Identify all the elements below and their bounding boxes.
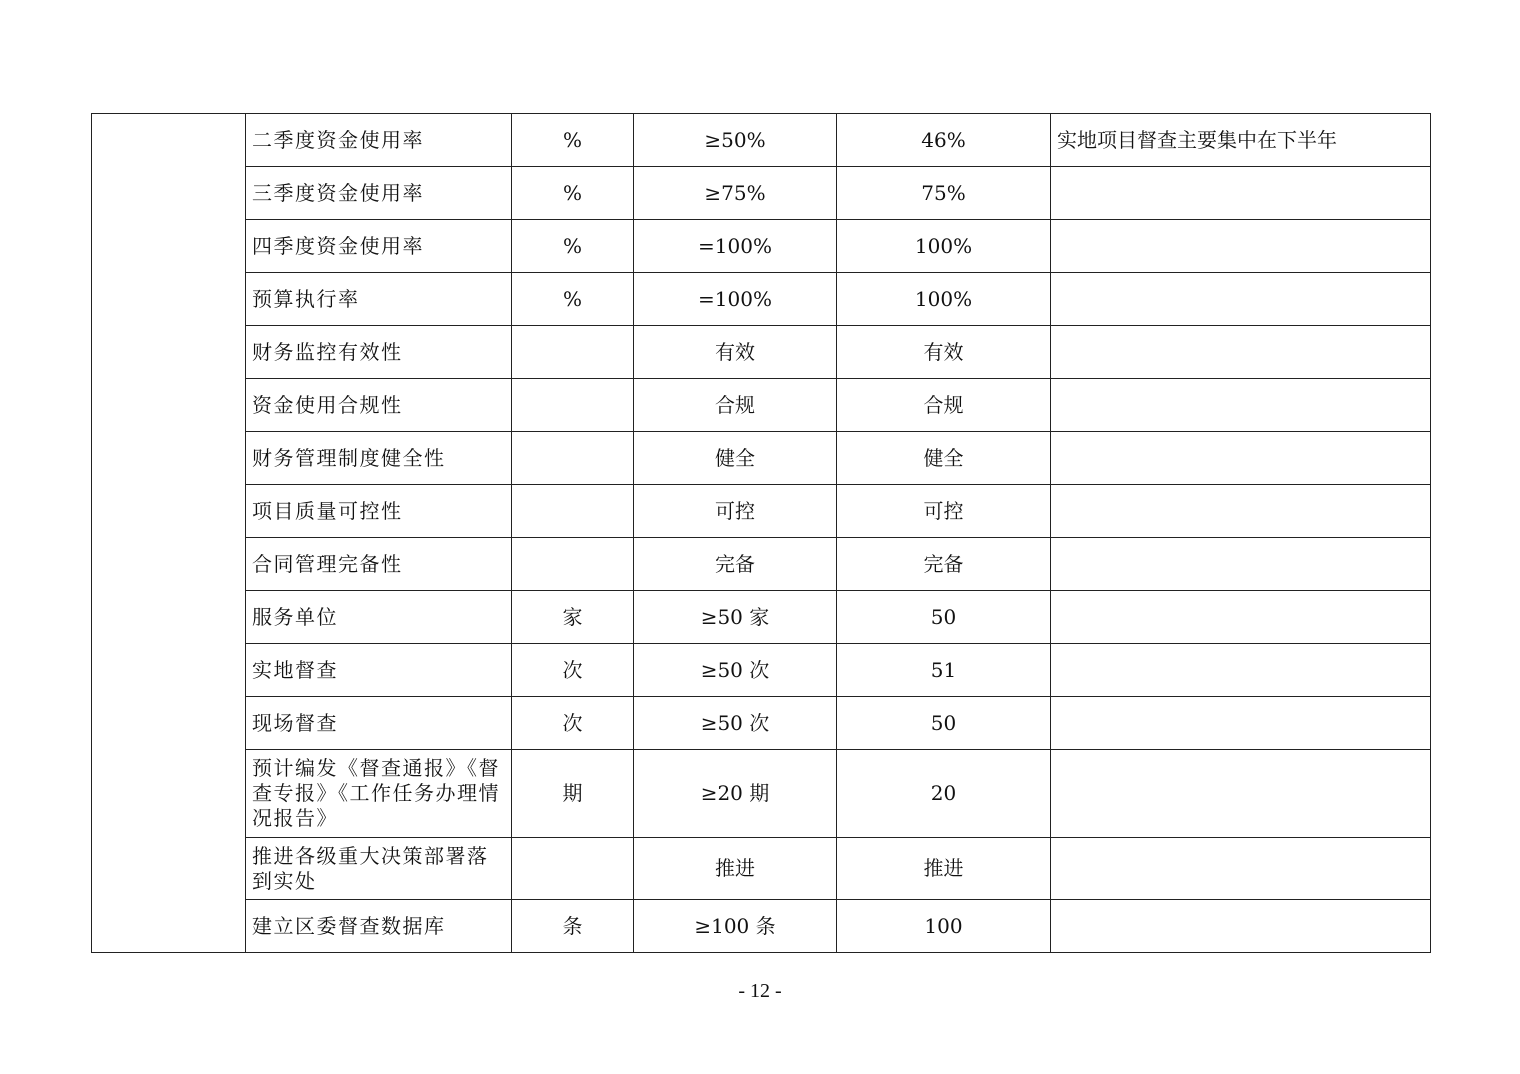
table-row	[92, 273, 1431, 326]
target-cell: 合规	[634, 379, 837, 432]
note-cell	[1051, 838, 1431, 900]
unit-cell: 期	[512, 750, 634, 838]
table-row	[92, 591, 1431, 644]
table-row	[92, 432, 1431, 485]
unit-cell: 次	[512, 644, 634, 697]
actual-cell: 20	[837, 750, 1051, 838]
indicator-table	[91, 113, 1431, 953]
note-cell	[1051, 900, 1431, 953]
note-cell	[1051, 220, 1431, 273]
table-row	[92, 697, 1431, 750]
note-cell	[1051, 379, 1431, 432]
table-row	[92, 538, 1431, 591]
target-cell: ≥50%	[634, 114, 837, 167]
target-cell: 可控	[634, 485, 837, 538]
target-cell: ≥20 期	[634, 750, 837, 838]
unit-cell	[512, 485, 634, 538]
actual-cell: 推进	[837, 838, 1051, 900]
unit-cell: 条	[512, 900, 634, 953]
target-cell: ≥50 次	[634, 697, 837, 750]
unit-cell	[512, 538, 634, 591]
note-cell	[1051, 167, 1431, 220]
note-cell	[1051, 591, 1431, 644]
note-cell	[1051, 644, 1431, 697]
unit-cell: 次	[512, 697, 634, 750]
table-row	[92, 644, 1431, 697]
actual-cell: 健全	[837, 432, 1051, 485]
unit-cell: %	[512, 167, 634, 220]
actual-cell: 100%	[837, 220, 1051, 273]
actual-cell: 完备	[837, 538, 1051, 591]
note-cell	[1051, 432, 1431, 485]
indicator-cell: 二季度资金使用率	[246, 114, 512, 167]
actual-cell: 合规	[837, 379, 1051, 432]
indicator-table-body	[92, 114, 1431, 953]
table-row	[92, 900, 1431, 953]
unit-cell	[512, 379, 634, 432]
table-row	[92, 326, 1431, 379]
indicator-cell: 财务监控有效性	[246, 326, 512, 379]
table-row	[92, 379, 1431, 432]
indicator-cell: 项目质量可控性	[246, 485, 512, 538]
actual-cell: 50	[837, 591, 1051, 644]
indicator-cell: 四季度资金使用率	[246, 220, 512, 273]
target-cell: ≥50 家	[634, 591, 837, 644]
note-cell	[1051, 273, 1431, 326]
category-cell	[92, 114, 246, 953]
target-cell: =100%	[634, 273, 837, 326]
note-cell	[1051, 750, 1431, 838]
note-cell	[1051, 326, 1431, 379]
unit-cell	[512, 838, 634, 900]
table-row	[92, 220, 1431, 273]
target-cell: ≥75%	[634, 167, 837, 220]
unit-cell	[512, 432, 634, 485]
actual-cell: 100%	[837, 273, 1051, 326]
table-row	[92, 750, 1431, 838]
indicator-cell: 三季度资金使用率	[246, 167, 512, 220]
indicator-cell: 预算执行率	[246, 273, 512, 326]
note-cell	[1051, 485, 1431, 538]
actual-cell: 有效	[837, 326, 1051, 379]
indicator-cell: 预计编发《督查通报》《督查专报》《工作任务办理情况报告》	[246, 750, 512, 838]
unit-cell: 家	[512, 591, 634, 644]
unit-cell: %	[512, 273, 634, 326]
note-cell	[1051, 538, 1431, 591]
target-cell: =100%	[634, 220, 837, 273]
note-cell: 实地项目督查主要集中在下半年	[1051, 114, 1431, 167]
indicator-cell: 建立区委督查数据库	[246, 900, 512, 953]
target-cell: 推进	[634, 838, 837, 900]
page-number: - 12 -	[738, 980, 782, 1002]
unit-cell	[512, 326, 634, 379]
note-cell	[1051, 697, 1431, 750]
target-cell: ≥100 条	[634, 900, 837, 953]
table-row	[92, 167, 1431, 220]
indicator-cell: 服务单位	[246, 591, 512, 644]
actual-cell: 46%	[837, 114, 1051, 167]
target-cell: 完备	[634, 538, 837, 591]
indicator-cell: 财务管理制度健全性	[246, 432, 512, 485]
unit-cell: %	[512, 114, 634, 167]
actual-cell: 51	[837, 644, 1051, 697]
target-cell: ≥50 次	[634, 644, 837, 697]
actual-cell: 75%	[837, 167, 1051, 220]
indicator-cell: 资金使用合规性	[246, 379, 512, 432]
unit-cell: %	[512, 220, 634, 273]
actual-cell: 100	[837, 900, 1051, 953]
indicator-cell: 推进各级重大决策部署落到实处	[246, 838, 512, 900]
target-cell: 健全	[634, 432, 837, 485]
indicator-cell: 合同管理完备性	[246, 538, 512, 591]
target-cell: 有效	[634, 326, 837, 379]
actual-cell: 可控	[837, 485, 1051, 538]
table-row	[92, 114, 1431, 167]
table-row	[92, 838, 1431, 900]
indicator-cell: 实地督查	[246, 644, 512, 697]
indicator-cell: 现场督查	[246, 697, 512, 750]
actual-cell: 50	[837, 697, 1051, 750]
table-row	[92, 485, 1431, 538]
